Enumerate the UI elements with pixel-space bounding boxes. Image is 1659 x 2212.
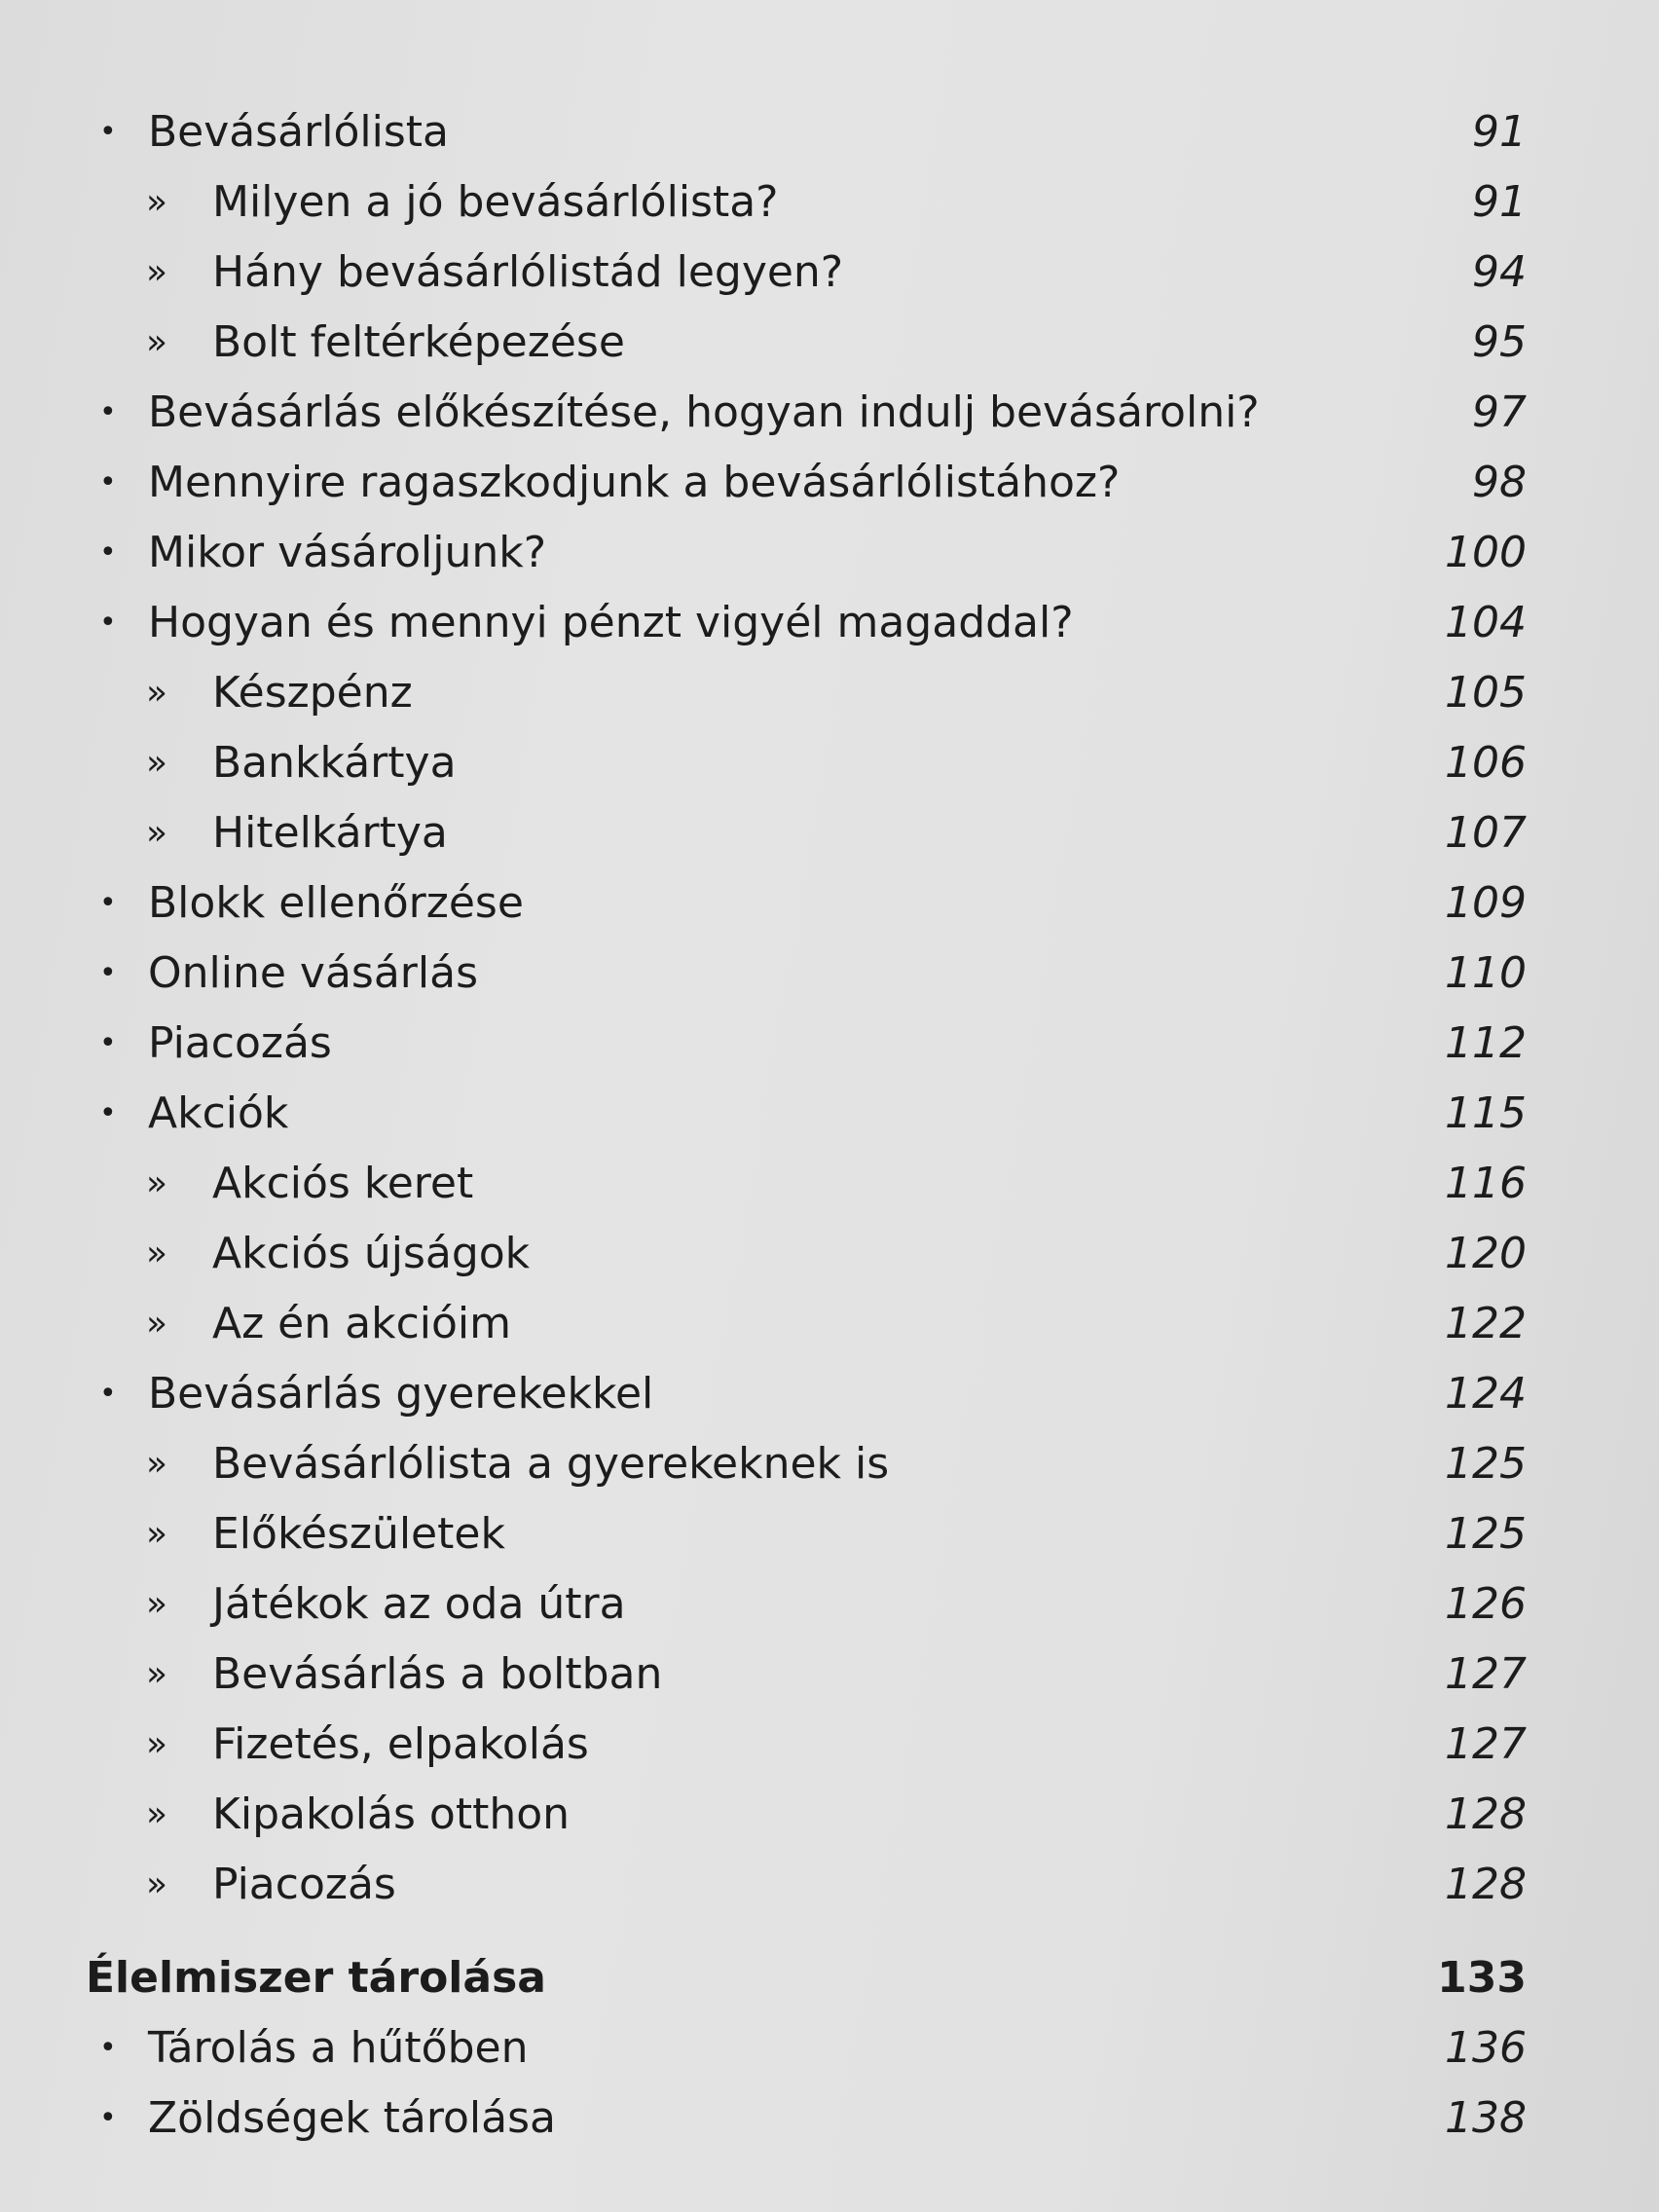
toc-subentry — [86, 308, 1527, 378]
double-chevron-icon: » — [146, 1794, 168, 1834]
bullet-icon: • — [99, 2101, 117, 2135]
toc-page-number: 124 — [1445, 1369, 1527, 1419]
toc-entry-title: Mikor vásároljunk? — [148, 528, 547, 577]
bullet-icon: • — [99, 606, 117, 640]
toc-entry-title: Bolt feltérképezése — [212, 317, 625, 367]
toc-page-number: 136 — [1445, 2023, 1527, 2073]
toc-entry — [86, 448, 1527, 518]
toc-entry-title: Bevásárlás a boltban — [212, 1649, 663, 1699]
bullet-icon: • — [99, 115, 117, 149]
toc-page-number: 128 — [1445, 1789, 1527, 1839]
toc-entry-title: Piacozás — [148, 1018, 332, 1068]
toc-entry-title: Előkészületek — [212, 1509, 505, 1559]
bullet-icon: • — [99, 956, 117, 990]
double-chevron-icon: » — [146, 252, 168, 292]
toc-page-number: 98 — [1472, 458, 1527, 507]
toc-entry-title: Blokk ellenőrzése — [148, 878, 524, 928]
toc-entry-title: Játékok az oda útra — [212, 1579, 626, 1629]
toc-page-number: 106 — [1445, 738, 1527, 788]
toc-subentry — [86, 1710, 1527, 1780]
toc-page-number: 126 — [1445, 1579, 1527, 1629]
toc-entry-title: Élelmiszer tárolása — [86, 1953, 546, 2003]
toc-page-number: 128 — [1445, 1860, 1527, 1909]
toc-subentry — [86, 658, 1527, 728]
toc-page-number: 91 — [1472, 107, 1527, 157]
toc-entry — [86, 939, 1527, 1009]
toc-entry — [86, 378, 1527, 448]
toc-page-number: 109 — [1445, 878, 1527, 928]
double-chevron-icon: » — [146, 182, 168, 222]
toc-entry-title: Bevásárlólista a gyerekeknek is — [212, 1439, 890, 1489]
toc-entry-title: Akciós újságok — [212, 1229, 531, 1278]
toc-entry-title: Milyen a jó bevásárlólista? — [212, 177, 779, 227]
double-chevron-icon: » — [146, 1444, 168, 1484]
toc-entry — [86, 1009, 1527, 1079]
double-chevron-icon: » — [146, 1654, 168, 1694]
double-chevron-icon: » — [146, 1234, 168, 1273]
toc-page-number: 127 — [1445, 1719, 1527, 1769]
toc-entry-title: Online vásárlás — [148, 948, 479, 998]
toc-page-number: 127 — [1445, 1649, 1527, 1699]
toc-page-number: 110 — [1445, 948, 1527, 998]
toc-entry — [86, 588, 1527, 658]
double-chevron-icon: » — [146, 743, 168, 783]
toc-entry-title: Hány bevásárlólistád legyen? — [212, 247, 844, 297]
bullet-icon: • — [99, 465, 117, 499]
toc-subentry — [86, 238, 1527, 308]
bullet-icon: • — [99, 535, 117, 570]
toc-entry — [86, 97, 1527, 167]
double-chevron-icon: » — [146, 322, 168, 362]
toc-subentry — [86, 1149, 1527, 1219]
toc-entry-title: Bevásárlólista — [148, 107, 449, 157]
toc-page-number: 125 — [1445, 1439, 1527, 1489]
toc-page-number: 125 — [1445, 1509, 1527, 1559]
toc-subentry — [86, 728, 1527, 798]
toc-entry-title: Bankkártya — [212, 738, 457, 788]
toc-page-number: 116 — [1445, 1159, 1527, 1208]
toc-subentry — [86, 1289, 1527, 1359]
toc-entry-title: Hitelkártya — [212, 808, 448, 858]
toc-entry — [86, 2013, 1527, 2083]
toc-page-number: 94 — [1472, 247, 1527, 297]
bullet-icon: • — [99, 395, 117, 429]
toc-subentry — [86, 167, 1527, 238]
toc-entry — [86, 1079, 1527, 1149]
toc-entry-title: Zöldségek tárolása — [148, 2093, 557, 2143]
toc-subentry — [86, 1429, 1527, 1499]
toc-entry — [86, 1359, 1527, 1429]
toc-entry-title: Bevásárlás gyerekekkel — [148, 1369, 654, 1419]
toc-entry-title: Hogyan és mennyi pénzt vigyél magaddal? — [148, 598, 1074, 647]
toc-page-number: 133 — [1437, 1953, 1527, 2003]
toc-entry-title: Tárolás a hűtőben — [148, 2023, 529, 2073]
toc-subentry — [86, 1569, 1527, 1640]
toc-page-number: 122 — [1445, 1299, 1527, 1348]
toc-page-number: 100 — [1445, 528, 1527, 577]
toc-page-number: 112 — [1445, 1018, 1527, 1068]
toc-page-number: 105 — [1445, 668, 1527, 718]
toc-page-number: 95 — [1472, 317, 1527, 367]
bullet-icon: • — [99, 1377, 117, 1411]
double-chevron-icon: » — [146, 1864, 168, 1904]
toc-entry-title: Kipakolás otthon — [212, 1789, 571, 1839]
toc-entry-title: Fizetés, elpakolás — [212, 1719, 589, 1769]
toc-entry-title: Akciós keret — [212, 1159, 474, 1208]
toc-page-number: 115 — [1445, 1088, 1527, 1138]
toc-page-number: 107 — [1445, 808, 1527, 858]
toc-entry-title: Az én akcióim — [212, 1299, 511, 1348]
double-chevron-icon: » — [146, 1304, 168, 1344]
toc-subentry — [86, 1499, 1527, 1569]
toc-subentry — [86, 798, 1527, 868]
bullet-icon: • — [99, 2031, 117, 2065]
table-of-contents — [86, 97, 1527, 2154]
double-chevron-icon: » — [146, 1163, 168, 1203]
toc-entry-title: Akciók — [148, 1088, 289, 1138]
toc-subentry — [86, 1780, 1527, 1850]
toc-page-number: 120 — [1445, 1229, 1527, 1278]
double-chevron-icon: » — [146, 1724, 168, 1764]
toc-page-number: 104 — [1445, 598, 1527, 647]
toc-entry — [86, 868, 1527, 939]
bullet-icon: • — [99, 886, 117, 920]
toc-entry-title: Készpénz — [212, 668, 413, 718]
toc-entry-title: Mennyire ragaszkodjunk a bevásárlólistához? — [148, 458, 1121, 507]
double-chevron-icon: » — [146, 1584, 168, 1624]
double-chevron-icon: » — [146, 813, 168, 853]
toc-entry — [86, 2083, 1527, 2154]
toc-subentry — [86, 1850, 1527, 1920]
toc-page-number: 138 — [1445, 2093, 1527, 2143]
toc-entry-title: Bevásárlás előkészítése, hogyan indulj bevásárolni? — [148, 387, 1260, 437]
toc-page-number: 97 — [1472, 387, 1527, 437]
toc-page-number: 91 — [1472, 177, 1527, 227]
toc-entry-title: Piacozás — [212, 1860, 396, 1909]
bullet-icon: • — [99, 1026, 117, 1060]
toc-subentry — [86, 1640, 1527, 1710]
double-chevron-icon: » — [146, 1514, 168, 1554]
toc-section-heading — [86, 1943, 1527, 2013]
toc-entry — [86, 518, 1527, 588]
toc-subentry — [86, 1219, 1527, 1289]
double-chevron-icon: » — [146, 673, 168, 713]
bullet-icon: • — [99, 1096, 117, 1130]
